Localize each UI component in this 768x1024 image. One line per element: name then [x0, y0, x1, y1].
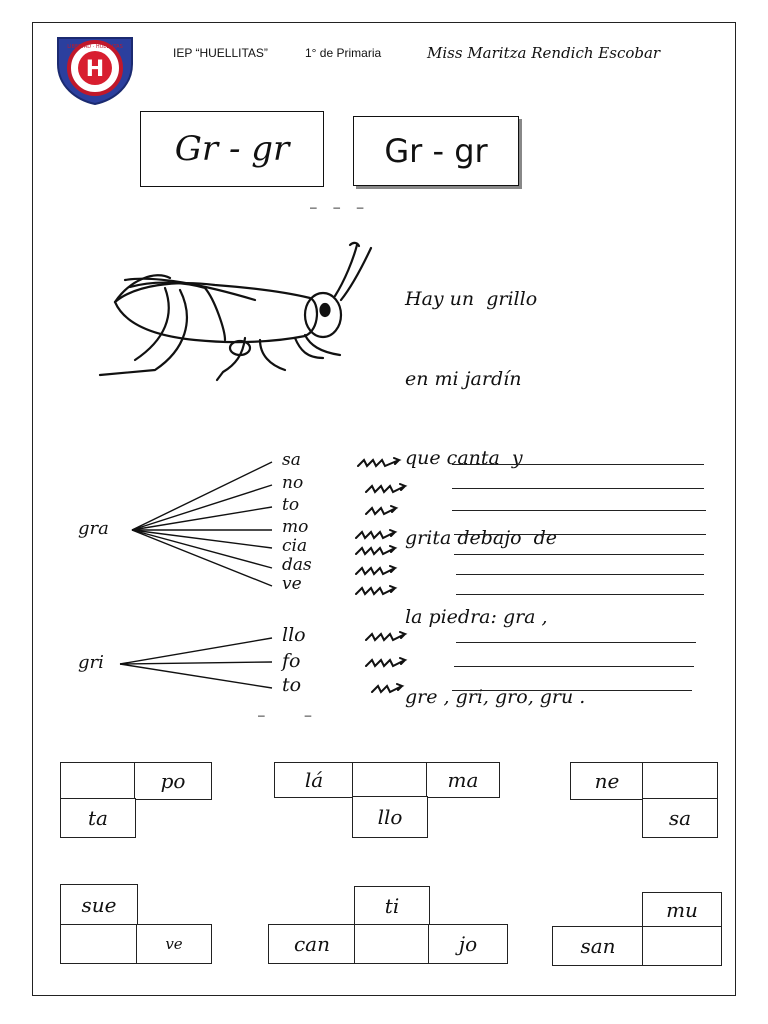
syllable-item: llo: [282, 624, 306, 646]
logo-ring-text: LIBERTAD · HUELLITAS: [67, 44, 123, 50]
syllable-cell: ne: [570, 762, 644, 800]
teacher-name: Miss Maritza Rendich Escobar: [427, 44, 661, 62]
school-name: IEP “HUELLITAS”: [173, 46, 268, 60]
empty-cell[interactable]: [60, 924, 138, 964]
arrow-mark: [366, 658, 405, 666]
arrow-mark: [366, 506, 396, 514]
empty-cell[interactable]: [642, 926, 722, 966]
answer-line[interactable]: [452, 690, 692, 691]
dash-mark: – –: [258, 708, 312, 722]
poem-line: que canta y: [405, 447, 523, 469]
syllable-item: cia: [282, 536, 308, 556]
empty-cell[interactable]: [642, 762, 718, 800]
syllable-cell: ti: [354, 886, 430, 926]
empty-cell[interactable]: [354, 924, 430, 964]
dash-mark: – – –: [310, 200, 364, 214]
root-syllable-gri: gri: [78, 652, 104, 673]
arrow-mark: [356, 566, 395, 574]
arrow-mark: [356, 586, 395, 594]
arrow-mark: [366, 484, 405, 492]
answer-line[interactable]: [456, 594, 704, 595]
answer-line[interactable]: [456, 574, 704, 575]
empty-cell[interactable]: [60, 762, 136, 800]
answer-line[interactable]: [456, 642, 696, 643]
syllable-cell: ma: [426, 762, 500, 798]
syllable-item: ve: [282, 574, 302, 594]
answer-line[interactable]: [454, 666, 694, 667]
syllable-cell: ta: [60, 798, 136, 838]
syllable-cell: can: [268, 924, 356, 964]
syllable-item: fo: [282, 650, 301, 672]
syllable-cell: llo: [352, 796, 428, 838]
poem-line: la piedra: gra ,: [405, 606, 548, 628]
syllable-cell: jo: [428, 924, 508, 964]
syllable-item: no: [282, 473, 304, 493]
cursive-title-card: Gr - gr: [140, 111, 324, 187]
answer-line[interactable]: [452, 464, 704, 465]
arrow-mark: [356, 530, 395, 538]
poem-line: Hay un grillo: [405, 288, 538, 310]
answer-line[interactable]: [452, 510, 706, 511]
arrow-mark: [358, 458, 399, 466]
arrow-mark: [372, 684, 402, 692]
poem-line: grita debajo de: [405, 526, 558, 549]
syllable-item: to: [282, 674, 302, 696]
syllable-cell: sa: [642, 798, 718, 838]
answer-line[interactable]: [452, 488, 704, 489]
syllable-cell: san: [552, 926, 644, 966]
arrow-mark: [366, 632, 405, 640]
answer-line[interactable]: [454, 534, 706, 535]
print-title-card: Gr - gr: [353, 116, 519, 186]
syllable-item: to: [282, 495, 300, 515]
root-syllable-gra: gra: [78, 518, 109, 539]
syllable-item: das: [282, 555, 312, 575]
logo-letter: H: [85, 57, 105, 82]
syllable-item: mo: [282, 517, 309, 537]
syllable-cell: mu: [642, 892, 722, 928]
syllable-cell: po: [134, 762, 212, 800]
answer-line[interactable]: [454, 554, 704, 555]
arrow-mark: [356, 546, 395, 554]
syllable-cell: sue: [60, 884, 138, 926]
syllable-item: sa: [282, 450, 301, 470]
syllable-cell: lá: [274, 762, 354, 798]
empty-cell[interactable]: [352, 762, 428, 798]
syllable-cell: ve: [136, 924, 212, 964]
grade-label: 1° de Primaria: [305, 46, 382, 60]
poem-line: en mi jardín: [405, 367, 522, 390]
poem-line: gre , gri, gro, gru .: [405, 685, 586, 708]
